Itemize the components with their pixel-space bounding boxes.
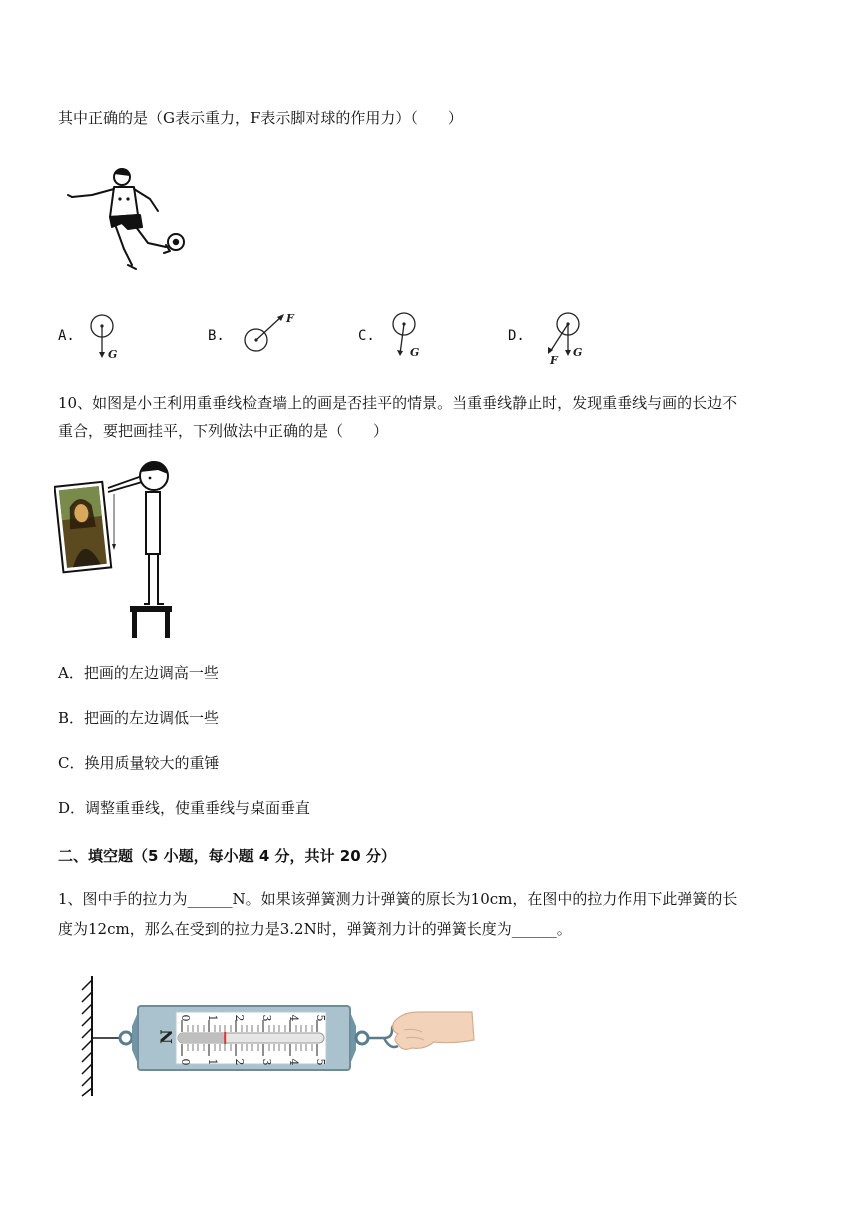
- force-diagram-c: [386, 310, 446, 366]
- tick-label-top: 4: [287, 1014, 300, 1022]
- force-label-f: F: [550, 354, 558, 366]
- force-label-g: G: [573, 346, 583, 359]
- q10-option-a[interactable]: A．把画的左边调高一些: [58, 664, 219, 682]
- tick-label-top: 3: [260, 1014, 273, 1022]
- section-title: 二、填空题（5 小题，每小题 4 分，共计 20 分）: [58, 847, 396, 865]
- tick-label-bottom: 0: [179, 1058, 192, 1066]
- q9-stem: 其中正确的是（G表示重力，F表示脚对球的作用力）（ ）: [58, 109, 463, 127]
- fill1-line-2: 度为12cm，那么在受到的拉力是3.2N时，弹簧剂力计的弹簧长度为______。: [58, 920, 572, 938]
- tick-label-bottom: 1: [206, 1058, 219, 1066]
- plumb-line-figure: [54, 458, 184, 640]
- tick-label-top: 5: [314, 1014, 327, 1022]
- tick-label-top: 0: [179, 1014, 192, 1022]
- tick-label-bottom: 5: [314, 1058, 327, 1066]
- q10-option-d[interactable]: D．调整重垂线，使重垂线与桌面垂直: [58, 799, 311, 817]
- force-diagram-a: [86, 310, 146, 366]
- q9-options: [58, 310, 618, 366]
- force-diagram-d: [536, 310, 606, 366]
- soccer-player-figure: [62, 165, 192, 277]
- q9-option-d-label: D.: [508, 328, 525, 344]
- q10-stem-line-2: 重合，要把画挂平，下列做法中正确的是（ ）: [58, 422, 389, 440]
- force-label-g: G: [108, 348, 118, 361]
- tick-label-top: 2: [233, 1014, 246, 1022]
- tick-label-bottom: 3: [260, 1058, 273, 1066]
- tick-label-top: 1: [206, 1014, 219, 1022]
- unit-label: N: [157, 1029, 176, 1044]
- force-label-g: G: [410, 346, 420, 359]
- force-diagram-b: [236, 310, 316, 366]
- spring-scale-figure: [72, 972, 482, 1100]
- q9-option-a-label: A.: [58, 328, 75, 344]
- q9-option-c-label: C.: [358, 328, 375, 344]
- q10-stem-line-1: 10、如图是小王利用重垂线检查墙上的画是否挂平的情景。当重垂线静止时，发现重垂线与画的长边不: [58, 394, 738, 412]
- spring-indicator-fill: [178, 1033, 225, 1043]
- force-label-f: F: [286, 312, 294, 325]
- q10-option-b[interactable]: B．把画的左边调低一些: [58, 709, 220, 727]
- q9-option-b-label: B.: [208, 328, 225, 344]
- q10-option-c[interactable]: C．换用质量较大的重锤: [58, 754, 220, 772]
- tick-label-bottom: 2: [233, 1058, 246, 1066]
- fill1-line-1: 1、图中手的拉力为______N。如果该弹簧测力计弹簧的原长为10cm，在图中的拉力作用下此弹簧的长: [58, 890, 738, 908]
- tick-label-bottom: 4: [287, 1058, 300, 1066]
